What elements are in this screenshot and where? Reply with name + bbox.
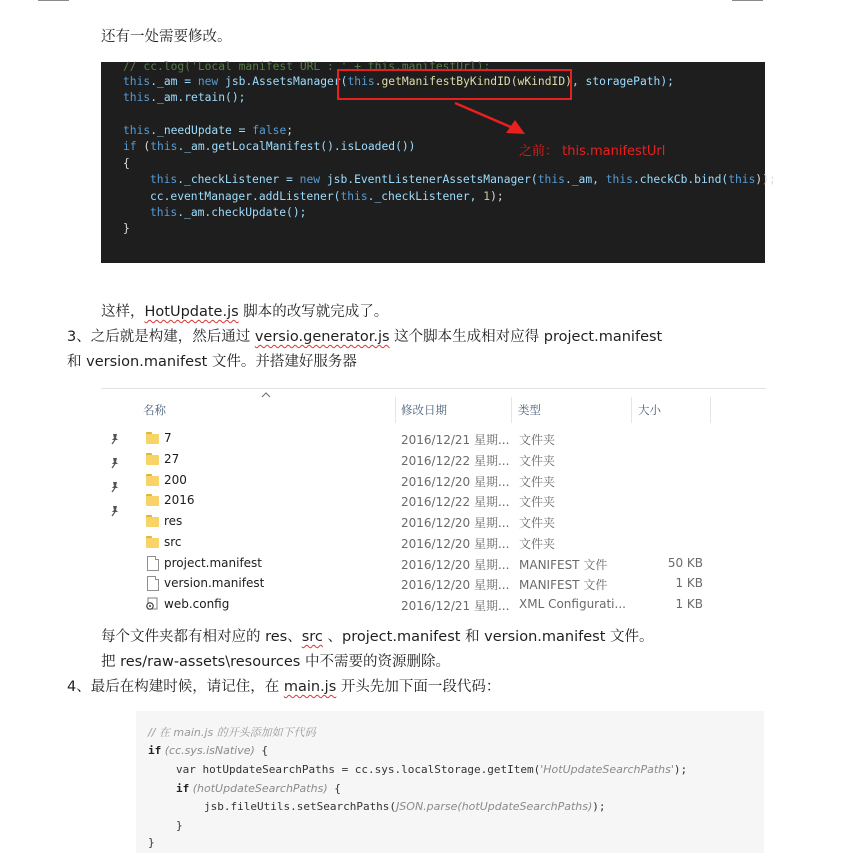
folder-icon <box>146 432 159 444</box>
file-name: src <box>164 535 182 549</box>
file-name: project.manifest <box>164 556 263 570</box>
code-line-open-brace: { <box>123 157 130 170</box>
paragraph-step4: 4、最后在构建时候，请记住，在 main.js 开头先加下面一段代码： <box>67 679 501 695</box>
paragraph-step3: 3、之后就是构建，然后通过 versio.generator.js 这个脚本生成相对应得 project.manifest <box>67 329 663 345</box>
code-line-get-item: var hotUpdateSearchPaths = cc.sys.localStorage.getItem('HotUpdateSearchPaths'); <box>176 763 688 776</box>
file-date: 2016/12/21 星期... <box>401 433 510 447</box>
code-comment: // 在 main.js 的开头添加如下代码 <box>148 726 316 739</box>
code-line-if-native: if (cc.sys.isNative) { <box>148 744 269 757</box>
file-type: XML Configurati... <box>519 597 626 611</box>
annotation-text: 之前： this.manifestUrl <box>519 144 666 159</box>
column-header-name[interactable]: 名称 <box>143 403 166 417</box>
file-row[interactable] <box>101 449 766 470</box>
page-corner-mark-right <box>732 0 763 1</box>
file-row[interactable] <box>101 594 766 615</box>
code-line-need-update: this._needUpdate = false; <box>123 124 294 137</box>
explorer-top-divider <box>101 388 766 389</box>
code-block-light <box>136 711 764 853</box>
red-arrow-icon <box>451 100 531 140</box>
code-line-comment: // cc.log('Local manifest URL : ' + this.manifestUrl); <box>123 60 491 73</box>
code-line-check-listener: this._checkListener = new jsb.EventListenerAssetsManager(this._am, this.checkCb.bind(this)); <box>150 173 776 186</box>
file-size: 1 KB <box>675 597 703 611</box>
file-row[interactable] <box>101 511 766 532</box>
file-name: res <box>164 514 183 528</box>
document-icon <box>147 556 159 571</box>
column-header-date[interactable]: 修改日期 <box>401 403 447 417</box>
file-date: 2016/12/22 星期... <box>401 454 510 468</box>
file-date: 2016/12/20 星期... <box>401 537 510 551</box>
file-explorer <box>101 388 766 618</box>
column-divider[interactable] <box>395 397 396 423</box>
file-row[interactable] <box>101 470 766 491</box>
file-date: 2016/12/21 星期... <box>401 599 510 613</box>
code-line-close-brace: } <box>123 222 130 235</box>
file-type: 文件夹 <box>519 516 556 530</box>
file-name: 27 <box>164 452 180 466</box>
code-line-retain: this._am.retain(); <box>123 91 246 104</box>
paragraph-hotupdate-done: 这样，HotUpdate.js 脚本的改写就完成了。 <box>101 304 389 320</box>
paragraph-folders-note: 每个文件夹都有相对应的 res、src 、project.manifest 和 version.manifest 文件。 <box>101 629 654 645</box>
page-corner-mark-left <box>38 0 69 1</box>
folder-icon <box>146 474 159 486</box>
file-type: 文件夹 <box>519 433 556 447</box>
code-line-set-search-paths: jsb.fileUtils.setSearchPaths(JSON.parse(hotUpdateSearchPaths)); <box>204 800 606 813</box>
file-date: 2016/12/22 星期... <box>401 495 510 509</box>
paragraph-step3-cont: 和 version.manifest 文件。并搭建好服务器 <box>67 354 357 370</box>
file-type: 文件夹 <box>519 495 556 509</box>
file-row[interactable] <box>101 553 766 574</box>
column-header-size[interactable]: 大小 <box>638 403 661 417</box>
highlight-box <box>337 69 572 100</box>
code-line-check-update: this._am.checkUpdate(); <box>150 206 307 219</box>
file-type: 文件夹 <box>519 537 556 551</box>
file-date: 2016/12/20 星期... <box>401 516 510 530</box>
column-divider[interactable] <box>710 397 711 423</box>
file-row[interactable] <box>101 573 766 594</box>
file-size: 50 KB <box>667 556 703 570</box>
file-size: 1 KB <box>675 576 703 590</box>
document-icon <box>147 576 159 591</box>
file-row[interactable] <box>101 532 766 553</box>
file-date: 2016/12/20 星期... <box>401 475 510 489</box>
file-row[interactable] <box>101 490 766 511</box>
config-file-icon <box>145 597 159 611</box>
code-line-add-listener: cc.eventManager.addListener(this._checkListener, 1); <box>150 190 504 203</box>
file-name: web.config <box>164 597 230 611</box>
file-name: version.manifest <box>164 576 265 590</box>
folder-icon <box>146 494 159 506</box>
column-divider[interactable] <box>511 397 512 423</box>
code-line-assets-manager: this._am = new jsb.AssetsManager(this.getManifestByKindID(wKindID), storagePath); <box>123 75 674 88</box>
file-name: 200 <box>164 473 187 487</box>
code-line-if-paths: if (hotUpdateSearchPaths) { <box>176 782 341 795</box>
file-name: 7 <box>164 431 172 445</box>
file-date: 2016/12/20 星期... <box>401 558 510 572</box>
code-screenshot-dark <box>101 60 776 263</box>
code-line-close-inner: } <box>176 819 183 832</box>
file-type: 文件夹 <box>519 454 556 468</box>
file-type: MANIFEST 文件 <box>519 558 608 572</box>
code-line-if-loaded: if (this._am.getLocalManifest().isLoaded()) <box>123 140 416 153</box>
file-type: MANIFEST 文件 <box>519 578 608 592</box>
folder-icon <box>146 515 159 527</box>
folder-icon <box>146 536 159 548</box>
chevron-up-icon[interactable] <box>261 390 271 401</box>
column-header-type[interactable]: 类型 <box>518 403 541 417</box>
file-date: 2016/12/20 星期... <box>401 578 510 592</box>
folder-icon <box>146 453 159 465</box>
file-name: 2016 <box>164 493 195 507</box>
code-line-close-outer: } <box>148 836 155 849</box>
column-divider[interactable] <box>631 397 632 423</box>
file-type: 文件夹 <box>519 475 556 489</box>
paragraph-intro: 还有一处需要修改。 <box>101 29 232 45</box>
paragraph-delete-resources: 把 res/raw-assets\resources 中不需要的资源删除。 <box>101 654 450 670</box>
file-row[interactable] <box>101 428 766 449</box>
